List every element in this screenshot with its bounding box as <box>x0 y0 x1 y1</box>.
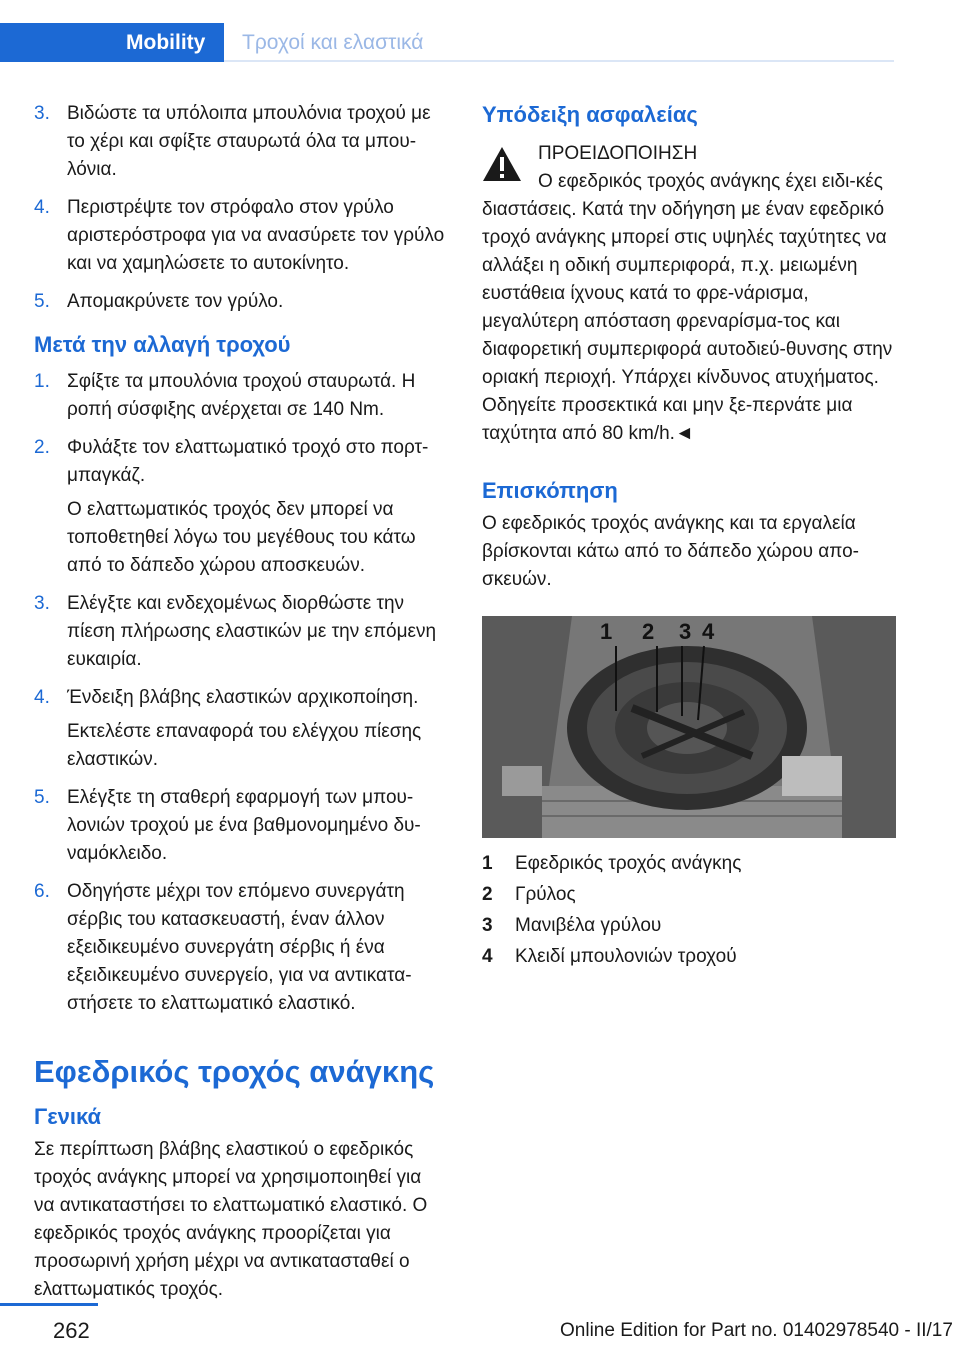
general-paragraph: Σε περίπτωση βλάβης ελαστικού ο εφεδρικός τροχός ανάγκης μπορεί να χρησιμοποιηθεί για να αντικαταστήσει το ελαττωματικό ελαστικό. Ο εφεδρικός τροχός ανάγκης προορίζεται για προσωρινή χρήση μέχρι να αντικατασταθεί ο ελαττωματικός τροχός. <box>34 1139 428 1300</box>
header-tab-wheels-tires[interactable]: Τροχοί και ελαστικά <box>242 31 424 54</box>
list-item <box>34 878 446 1018</box>
steps-list-a <box>34 100 446 316</box>
legend-item <box>482 850 896 881</box>
legend-item <box>482 881 896 912</box>
right-column <box>482 100 896 974</box>
legend-number: 3 <box>482 915 493 936</box>
step-subtext: Εκτελέστε επαναφορά του ελέγχου πίεσης ελαστικών. <box>67 721 422 770</box>
figure-callout-4: 4 <box>702 619 715 644</box>
figure-legend <box>482 850 896 974</box>
general-heading: Γενικά <box>34 1104 102 1129</box>
step-number: 3. <box>34 593 50 614</box>
warning-block <box>482 140 896 448</box>
list-item <box>34 288 446 316</box>
list-item <box>34 368 446 424</box>
safety-heading: Υπόδειξη ασφαλείας <box>482 102 698 127</box>
step-number: 5. <box>34 787 50 808</box>
legend-text: Εφεδρικός τροχός ανάγκης <box>515 853 742 874</box>
step-number: 5. <box>34 291 50 312</box>
figure-callout-1: 1 <box>600 619 613 644</box>
step-number: 4. <box>34 197 50 218</box>
page-number: 262 <box>53 1318 90 1343</box>
step-text: Περιστρέψτε τον στρόφαλο στον γρύλο αριστερόστροφα για να ανασύρετε τον γρύλο και να χαμηλώσετε το αυτοκίνητο. <box>67 197 445 274</box>
step-number: 4. <box>34 687 50 708</box>
step-number: 6. <box>34 881 50 902</box>
step-text: Σφίξτε τα μπουλόνια τροχού σταυρωτά. Η ροπή σύσφιξης ανέρχεται σε 140 Nm. <box>67 371 416 420</box>
footer-divider <box>0 1303 98 1306</box>
legend-text: Γρύλος <box>515 884 576 905</box>
overview-heading: Επισκόπηση <box>482 478 618 503</box>
step-text: Απομακρύνετε τον γρύλο. <box>67 291 284 312</box>
step-number: 1. <box>34 371 50 392</box>
figure-callout-2: 2 <box>642 619 655 644</box>
spare-wheel-figure <box>482 616 896 838</box>
warning-triangle-icon <box>482 146 522 182</box>
list-item <box>34 194 446 278</box>
legend-item <box>482 943 896 974</box>
after-change-heading: Μετά την αλλαγή τροχού <box>34 332 291 357</box>
list-item <box>34 100 446 184</box>
spare-wheel-illustration <box>482 616 896 838</box>
legend-text: Κλειδί μπουλονιών τροχού <box>515 946 737 967</box>
legend-number: 2 <box>482 884 493 905</box>
legend-item <box>482 912 896 943</box>
step-text: Οδηγήστε μέχρι τον επόμενο συνεργάτη σέρβις του κατασκευαστή, έναν άλλον εξειδικευμένο συνεργάτη σέρβις ή ένα εξειδικευμένο συνεργείο, για να αντικατα‐στήσετε το ελαττωματικό ελαστικό. <box>67 881 412 1014</box>
legend-number: 1 <box>482 853 493 874</box>
step-text: Φυλάξτε τον ελαττωματικό τροχό στο πορτ-μπαγκάζ. <box>67 437 429 486</box>
left-column <box>34 100 446 1304</box>
step-text: Ένδειξη βλάβης ελαστικών αρχικοποίηση. <box>67 687 419 708</box>
step-subtext: Ο ελαττωματικός τροχός δεν μπορεί να τοποθετηθεί λόγω του μεγέθους του κάτω από το δάπεδο χώρου αποσκευών. <box>67 499 416 576</box>
legend-number: 4 <box>482 946 493 967</box>
step-text: Ελέγξτε και ενδεχομένως διορθώστε την πίεση πλήρωσης ελαστικών με την επόμενη ευκαιρία. <box>67 593 437 670</box>
legend-text: Μανιβέλα γρύλου <box>515 915 662 936</box>
steps-list-b <box>34 368 446 1018</box>
section-title: Εφεδρικός τροχός ανάγκης <box>34 1054 435 1089</box>
list-item <box>34 684 446 774</box>
header-tab-mobility[interactable]: Mobility <box>126 31 206 54</box>
step-number: 3. <box>34 103 50 124</box>
step-text: Ελέγξτε τη σταθερή εφαρμογή των μπου‐λονιών τροχού με ένα βαθμονομημένο δυ‐ναμόκλειδο. <box>67 787 421 864</box>
warning-label: ΠΡΟΕΙΔΟΠΟΙΗΣΗ <box>538 143 698 164</box>
overview-paragraph: Ο εφεδρικός τροχός ανάγκης και τα εργαλεία βρίσκονται κάτω από το δάπεδο χώρου απο‐σκευών. <box>482 513 859 590</box>
list-item <box>34 784 446 868</box>
page-header <box>0 0 960 62</box>
warning-text: Ο εφεδρικός τροχός ανάγκης έχει ειδι‐κές διαστάσεις. Κατά την οδήγηση με έναν εφεδρικό τροχό ανάγκης μπορεί στις υψηλές ταχύτητες να αλλάξει η οδική συμπεριφορά, π.χ. μειωμένη ευστάθεια ίχνους κατά το φρε‐νάρισμα, μεγαλύτερη απόσταση φρεναρίσμα‐τος και διαφορετική συμπεριφορά αυτοδιεύ‐θυνσης στην οριακή περιοχή. Υπάρχει κίνδυνος ατυχήματος. Οδηγείτε προσεκτικά και μην ξε‐περνάτε μια ταχύτητα από 80 km/h.◄ <box>482 171 893 444</box>
figure-callout-3: 3 <box>679 619 692 644</box>
list-item <box>34 434 446 580</box>
edition-text: Online Edition for Part no. 01402978540 - II/17 <box>560 1320 953 1341</box>
list-item <box>34 590 446 674</box>
header-divider <box>224 60 894 62</box>
warning-label-wrap <box>482 140 896 168</box>
step-number: 2. <box>34 437 50 458</box>
step-text: Βιδώστε τα υπόλοιπα μπουλόνια τροχού με το χέρι και σφίξτε σταυρωτά όλα τα μπου‐λόνια. <box>67 103 431 180</box>
